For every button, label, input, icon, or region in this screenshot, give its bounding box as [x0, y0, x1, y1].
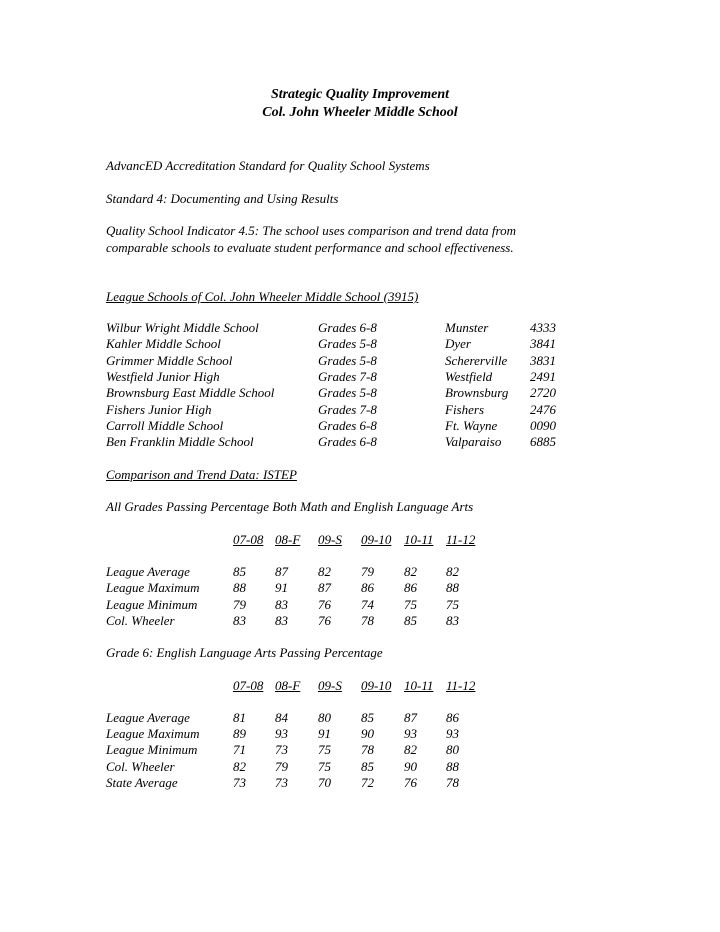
- table-cell: 91: [318, 726, 331, 741]
- table-cell: 87: [404, 710, 417, 725]
- school-name: Brownsburg East Middle School: [106, 385, 275, 400]
- table1-caption: All Grades Passing Percentage Both Math and English Language Arts: [106, 499, 474, 514]
- table-cell: 82: [446, 564, 459, 579]
- table-cell: 87: [318, 580, 331, 595]
- school-code: 4333: [530, 320, 556, 335]
- school-code: 6885: [530, 434, 556, 449]
- table-cell: 75: [404, 597, 417, 612]
- column-header: 09-S: [318, 678, 342, 693]
- indicator-line-1: Quality School Indicator 4.5: The school uses comparison and trend data from: [106, 223, 516, 238]
- table-cell: 93: [275, 726, 288, 741]
- column-header: 10-11: [404, 532, 434, 547]
- table-cell: 80: [318, 710, 331, 725]
- column-header: 07-08: [233, 532, 264, 547]
- table-cell: 83: [233, 613, 246, 628]
- column-header: 11-12: [446, 678, 476, 693]
- school-name: Kahler Middle School: [106, 336, 221, 351]
- page-subtitle: Col. John Wheeler Middle School: [262, 105, 458, 120]
- table-cell: 76: [404, 775, 417, 790]
- table-cell: 82: [404, 742, 417, 757]
- table-cell: 78: [446, 775, 459, 790]
- row-label: League Maximum: [106, 580, 200, 595]
- table-cell: 83: [275, 613, 288, 628]
- school-grades: Grades 6-8: [318, 434, 377, 449]
- table-cell: 82: [318, 564, 331, 579]
- column-header: 09-10: [361, 678, 392, 693]
- school-grades: Grades 7-8: [318, 402, 377, 417]
- school-name: Ben Franklin Middle School: [106, 434, 254, 449]
- table-cell: 89: [233, 726, 246, 741]
- table-cell: 81: [233, 710, 246, 725]
- school-city: Dyer: [445, 336, 471, 351]
- school-code: 2476: [530, 402, 556, 417]
- column-header: 10-11: [404, 678, 434, 693]
- school-name: Carroll Middle School: [106, 418, 224, 433]
- table-cell: 70: [318, 775, 331, 790]
- table-cell: 85: [361, 759, 374, 774]
- table-cell: 88: [446, 580, 459, 595]
- table-cell: 76: [318, 597, 331, 612]
- school-code: 3831: [530, 353, 556, 368]
- table-cell: 88: [446, 759, 459, 774]
- row-label: League Maximum: [106, 726, 200, 741]
- table-cell: 90: [404, 759, 417, 774]
- row-label: League Minimum: [106, 742, 198, 757]
- table-cell: 79: [361, 564, 374, 579]
- table-cell: 86: [404, 580, 417, 595]
- column-header: 09-S: [318, 532, 342, 547]
- school-grades: Grades 5-8: [318, 336, 377, 351]
- comparison-heading: Comparison and Trend Data: ISTEP: [106, 467, 297, 482]
- school-name: Grimmer Middle School: [106, 353, 233, 368]
- row-label: League Average: [106, 710, 190, 725]
- row-label: State Average: [106, 775, 178, 790]
- row-label: League Average: [106, 564, 190, 579]
- page-title: Strategic Quality Improvement: [270, 87, 450, 102]
- table-cell: 85: [233, 564, 246, 579]
- school-grades: Grades 6-8: [318, 418, 377, 433]
- table-cell: 90: [361, 726, 374, 741]
- table-cell: 93: [404, 726, 417, 741]
- table-cell: 87: [275, 564, 288, 579]
- school-code: 2720: [530, 385, 556, 400]
- table-cell: 73: [275, 742, 288, 757]
- table-cell: 86: [361, 580, 374, 595]
- school-grades: Grades 5-8: [318, 353, 377, 368]
- table-cell: 74: [361, 597, 374, 612]
- school-city: Fishers: [445, 402, 484, 417]
- school-code: 3841: [530, 336, 556, 351]
- row-label: League Minimum: [106, 597, 198, 612]
- row-label: Col. Wheeler: [106, 759, 175, 774]
- table-cell: 83: [275, 597, 288, 612]
- table-cell: 73: [233, 775, 246, 790]
- table-cell: 86: [446, 710, 459, 725]
- table-cell: 78: [361, 742, 374, 757]
- table-cell: 79: [233, 597, 246, 612]
- school-name: Westfield Junior High: [106, 369, 220, 384]
- table-cell: 88: [233, 580, 246, 595]
- table-cell: 93: [446, 726, 459, 741]
- table2-caption: Grade 6: English Language Arts Passing Percentage: [106, 645, 383, 660]
- school-code: 0090: [530, 418, 556, 433]
- indicator-line-2: comparable schools to evaluate student performance and school effectiveness.: [106, 240, 514, 255]
- table-cell: 84: [275, 710, 288, 725]
- table-cell: 85: [404, 613, 417, 628]
- table-cell: 78: [361, 613, 374, 628]
- school-city: Westfield: [445, 369, 493, 384]
- school-city: Brownsburg: [445, 385, 509, 400]
- school-code: 2491: [530, 369, 556, 384]
- school-city: Munster: [445, 320, 489, 335]
- table-cell: 82: [404, 564, 417, 579]
- column-header: 09-10: [361, 532, 392, 547]
- column-header: 11-12: [446, 532, 476, 547]
- league-heading: League Schools of Col. John Wheeler Middle School (3915): [106, 289, 419, 304]
- table-cell: 75: [318, 742, 331, 757]
- table-cell: 85: [361, 710, 374, 725]
- table-cell: 83: [446, 613, 459, 628]
- column-header: 07-08: [233, 678, 264, 693]
- table-cell: 75: [318, 759, 331, 774]
- school-name: Wilbur Wright Middle School: [106, 320, 259, 335]
- standard-label: Standard 4: Documenting and Using Results: [106, 191, 339, 206]
- school-grades: Grades 7-8: [318, 369, 377, 384]
- row-label: Col. Wheeler: [106, 613, 175, 628]
- table-cell: 75: [446, 597, 459, 612]
- table-cell: 72: [361, 775, 374, 790]
- table-cell: 76: [318, 613, 331, 628]
- table-cell: 82: [233, 759, 246, 774]
- column-header: 08-F: [275, 678, 301, 693]
- table-cell: 71: [233, 742, 246, 757]
- school-city: Valparaiso: [445, 434, 502, 449]
- table-cell: 80: [446, 742, 459, 757]
- school-city: Ft. Wayne: [445, 418, 498, 433]
- school-city: Schererville: [445, 353, 508, 368]
- table-cell: 91: [275, 580, 288, 595]
- table-cell: 73: [275, 775, 288, 790]
- school-grades: Grades 5-8: [318, 385, 377, 400]
- school-name: Fishers Junior High: [106, 402, 212, 417]
- column-header: 08-F: [275, 532, 301, 547]
- table-cell: 79: [275, 759, 288, 774]
- school-grades: Grades 6-8: [318, 320, 377, 335]
- accreditation-standard: AdvancED Accreditation Standard for Quality School Systems: [106, 158, 430, 173]
